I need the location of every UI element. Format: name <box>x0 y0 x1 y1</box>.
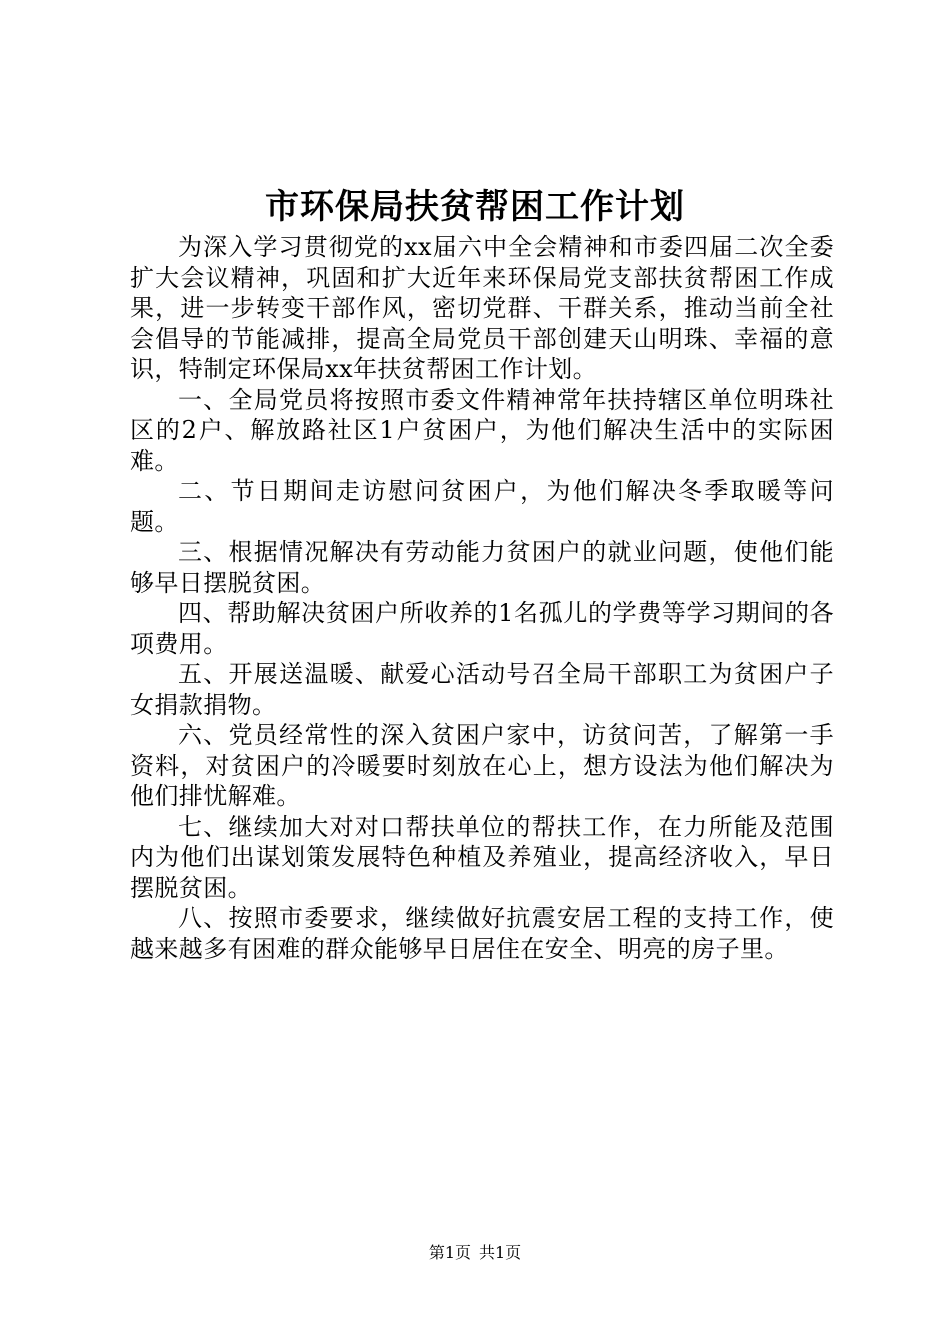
page-number: 第1页 <box>428 1243 471 1262</box>
paragraph-item-2: 二、节日期间走访慰问贫困户，为他们解决冬季取暖等问题。 <box>130 477 834 536</box>
document-body <box>130 232 834 964</box>
paragraph-item-1: 一、全局党员将按照市委文件精神常年扶持辖区单位明珠社区的2户、解放路社区1户贫困户，为他们解决生活中的实际困难。 <box>130 385 834 475</box>
paragraph-intro: 为深入学习贯彻党的xx届六中全会精神和市委四届二次全委扩大会议精神，巩固和扩大近年来环保局党支部扶贫帮困工作成果，进一步转变干部作风，密切党群、干群关系，推动当前全社会倡导的节能减排，提高全局党员干部创建天山明珠、幸福的意识，特制定环保局xx年扶贫帮困工作计划。 <box>130 233 834 383</box>
paragraph-item-7: 七、继续加大对对口帮扶单位的帮扶工作，在力所能及范围内为他们出谋划策发展特色种植及养殖业，提高经济收入，早日摆脱贫困。 <box>130 812 834 902</box>
paragraph-item-8: 八、按照市委要求，继续做好抗震安居工程的支持工作，使越来越多有困难的群众能够早日居住在安全、明亮的房子里。 <box>130 904 834 963</box>
paragraph-item-5: 五、开展送温暖、献爱心活动号召全局干部职工为贫困户子女捐款捐物。 <box>130 660 834 719</box>
page-total: 共1页 <box>479 1243 522 1262</box>
document-title: 市环保局扶贫帮困工作计划 <box>265 187 685 227</box>
paragraph-item-6: 六、党员经常性的深入贫困户家中，访贫问苦，了解第一手资料，对贫困户的冷暖要时刻放在心上，想方设法为他们解决为他们排忧解难。 <box>130 721 834 810</box>
paragraph-item-3: 三、根据情况解决有劳动能力贫困户的就业问题，使他们能够早日摆脱贫困。 <box>130 538 834 597</box>
page-footer <box>0 1241 950 1265</box>
paragraph-item-4: 四、帮助解决贫困户所收养的1名孤儿的学费等学习期间的各项费用。 <box>130 599 834 658</box>
